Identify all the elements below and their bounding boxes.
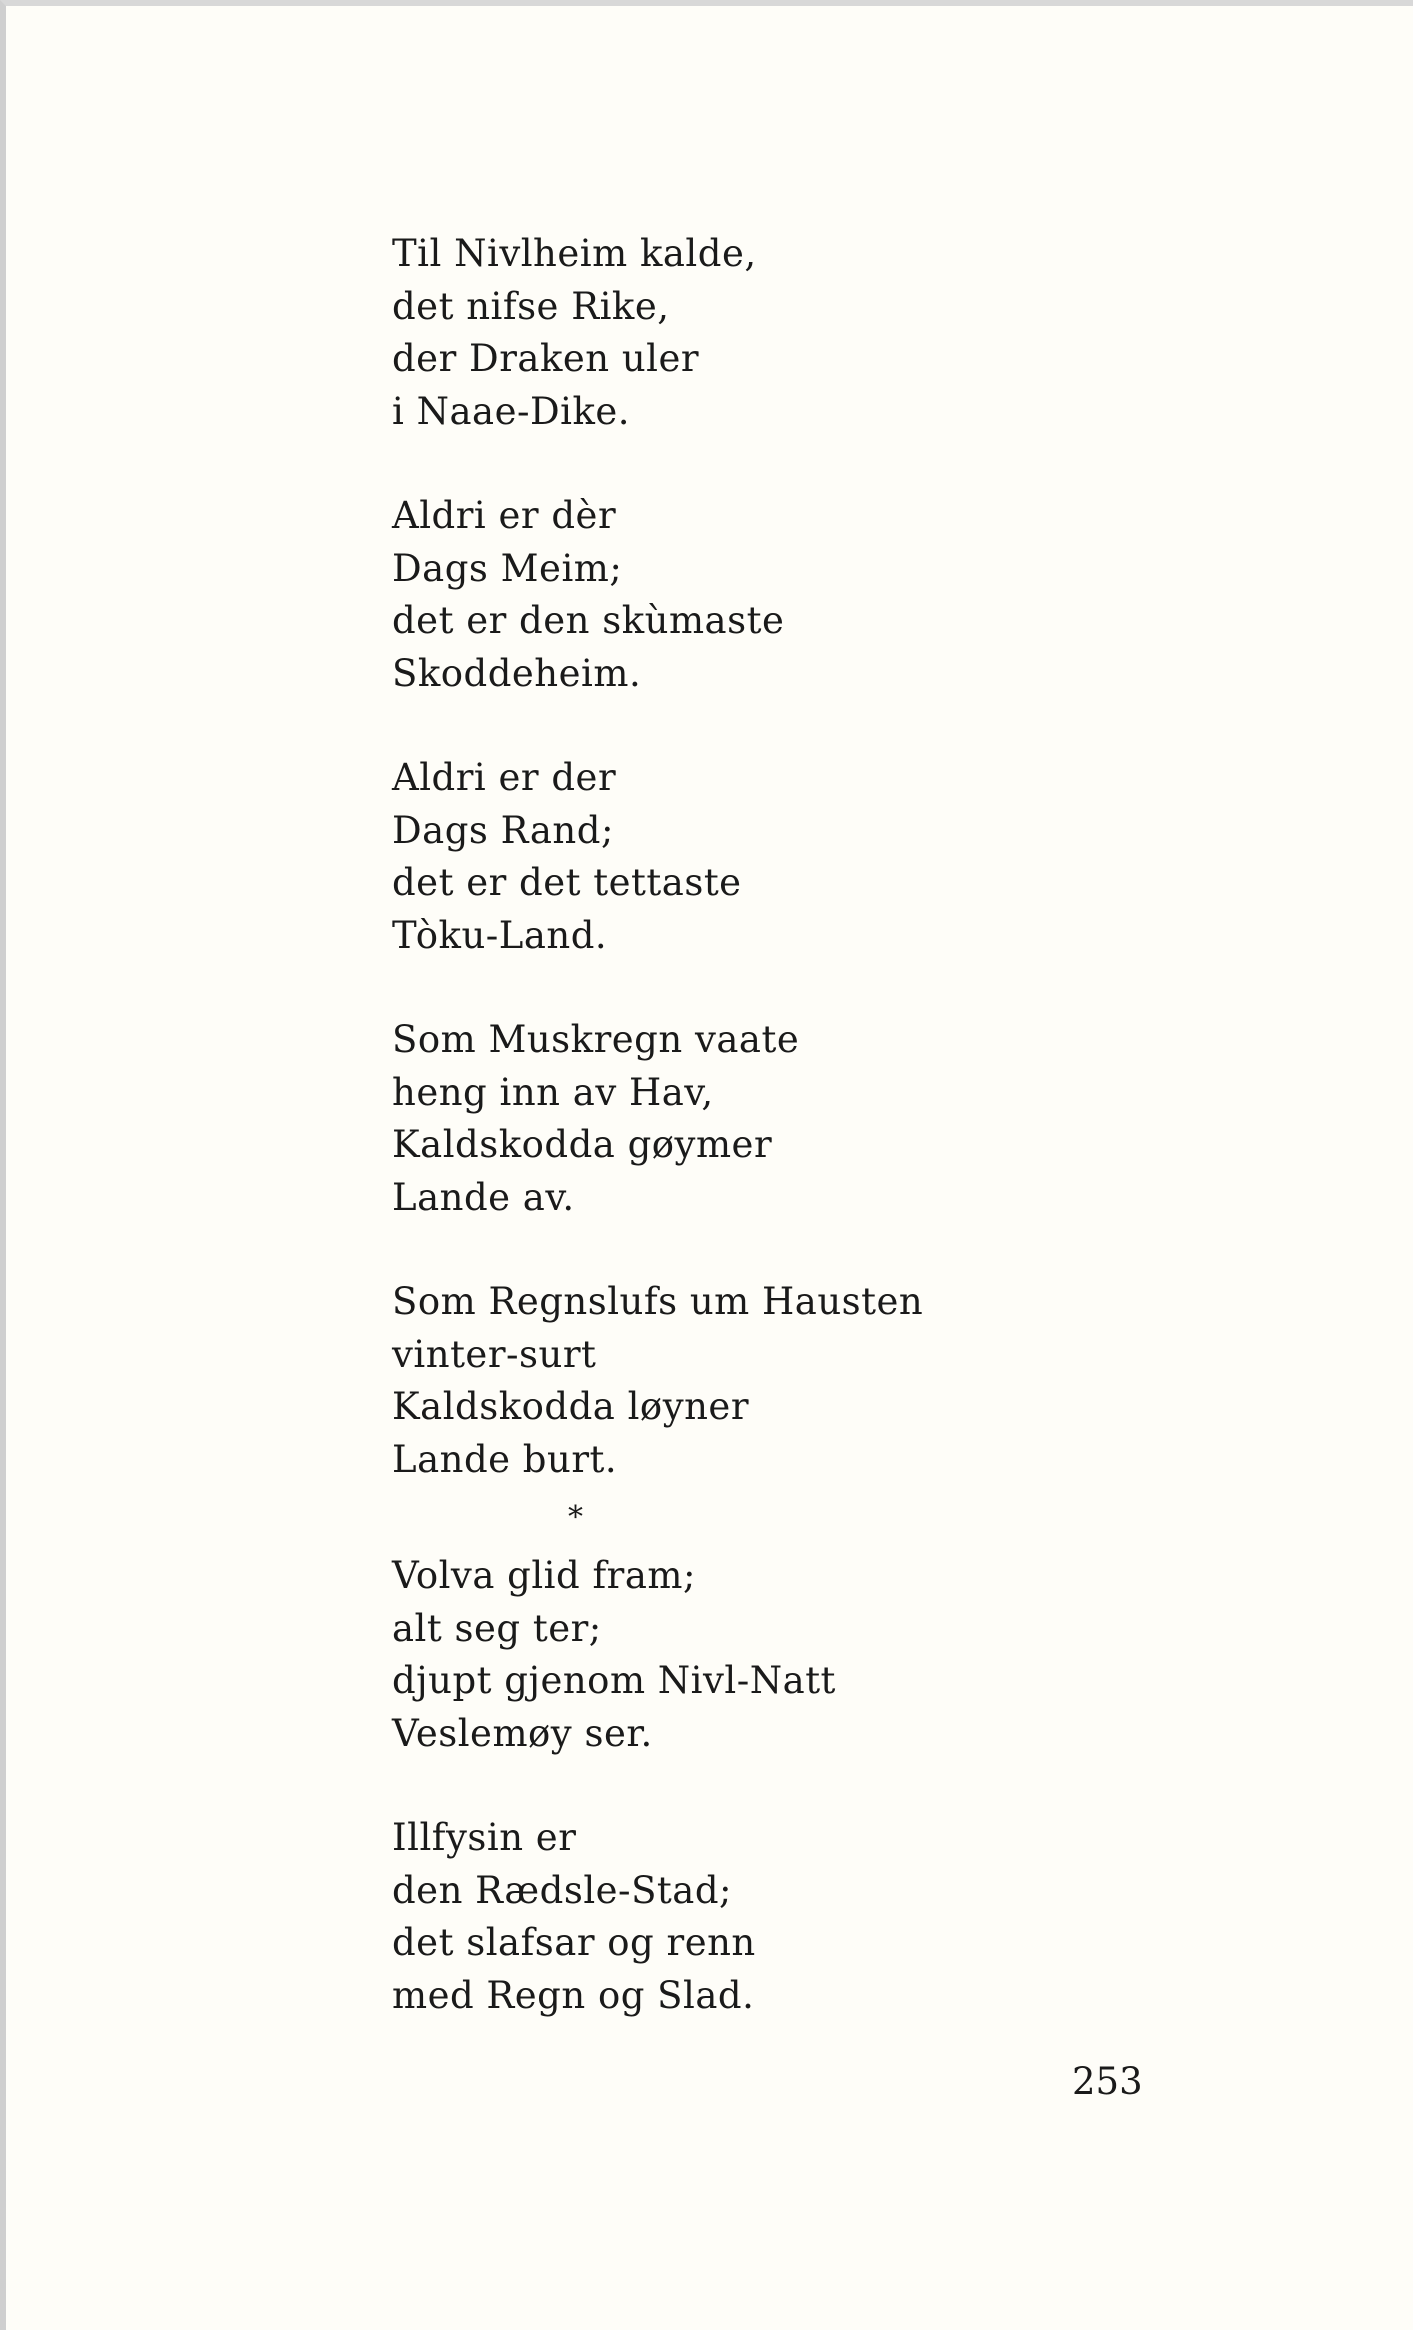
page-number: 253 [1072,2060,1143,2103]
stanza-2 [392,490,1092,700]
poem-line: heng inn av Hav, [392,1070,714,1114]
poem-line: det slafsar og renn [392,1921,756,1964]
poem-line: Aldri er der [392,756,617,799]
poem-line: der Draken uler [392,337,700,380]
poem-line: det er den skùmaste [392,599,785,642]
stanza-7 [392,1812,1092,2022]
poem-line: Skoddeheim. [392,651,642,695]
poem-line: Veslemøy ser. [392,1711,653,1755]
poem-line: Tòku-Land. [392,913,608,957]
poem-line: djupt gjenom Nivl-Natt [392,1659,836,1702]
poem-line: i Naae-Dike. [392,389,631,433]
poem-line: Volva glid fram; [392,1554,696,1597]
stanza-4 [392,1014,1092,1224]
stanza-1 [392,228,1092,438]
stanza-6 [392,1550,1092,1760]
poem-line: Kaldskodda gøymer [392,1123,773,1166]
poem-line: det nifse Rike, [392,284,670,328]
poem-line: Dags Rand; [392,808,614,852]
poem-line: Som Regnslufs um Hausten [392,1280,924,1323]
poem-line: det er det tettaste [392,861,742,904]
poem-line: Lande burt. [392,1437,618,1481]
poem-line: Dags Meim; [392,546,623,590]
stanza-5 [392,1276,1092,1486]
poem-line: med Regn og Slad. [392,1973,755,2017]
poem-line: vinter-surt [392,1332,597,1376]
poem-line: Som Muskregn vaate [392,1018,800,1061]
poem-line: Til Nivlheim kalde, [392,232,757,275]
poem-line: alt seg ter; [392,1606,602,1650]
stanza-3 [392,752,1092,962]
section-separator-asterisk: * [568,1500,583,1535]
poem-line: Illfysin er [392,1816,577,1859]
poem-body [392,228,1092,2074]
poem-line: Kaldskodda løyner [392,1385,750,1428]
poem-line: den Rædsle-Stad; [392,1868,732,1912]
poem-line: Aldri er dèr [392,494,617,537]
poem-line: Lande av. [392,1175,575,1219]
